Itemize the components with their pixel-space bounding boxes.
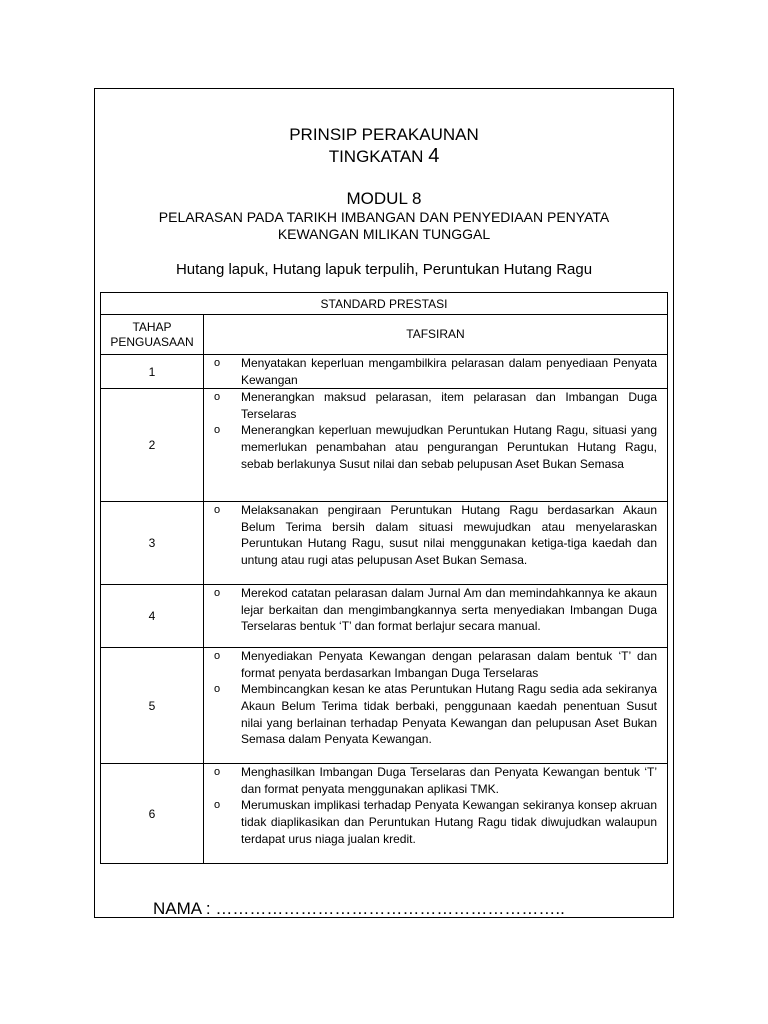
description-cell xyxy=(204,389,668,502)
description-list xyxy=(212,389,657,472)
item-text: Melaksanakan pengiraan Peruntukan Hutang Ragu berdasarkan Akaun Belum Terima bersih dalam situasi mewujudkan atau menyelaraskan Peruntukan Hutang Ragu, susut nilai menggunakan ketiga-tiga kaedah dan untung atau rugi atas pelupusan Aset Bukan Semasa. xyxy=(241,503,657,567)
item-text: Menghasilkan Imbangan Duga Terselaras dan Penyata Kewangan bentuk ‘T’ dan format penyata menggunakan aplikasi TMK. xyxy=(241,765,657,796)
bullet-icon: o xyxy=(214,391,221,404)
bullet-icon: o xyxy=(214,357,221,369)
item-text: Merekod catatan pelarasan dalam Jurnal Am dan memindahkannya ke akaun lejar berkaitan dan mengimbangkannya serta menyediakan Imbangan Duga Terselaras bentuk ‘T’ dan format berlajur secara manual. xyxy=(241,586,657,634)
module-subtitle: PELARASAN PADA TARIKH IMBANGAN DAN PENYEDIAAN PENYATA KEWANGAN MILIKAN TUNGGAL xyxy=(158,209,610,242)
level-cell: 5 xyxy=(101,648,204,764)
item-text: Menerangkan maksud pelarasan, item pelarasan dan Imbangan Duga Terselaras xyxy=(241,390,657,421)
list-item xyxy=(212,764,657,797)
list-item xyxy=(212,389,657,422)
description-cell xyxy=(204,502,668,585)
document-frame xyxy=(94,88,674,918)
bullet-icon: o xyxy=(214,504,221,517)
level-number: 4 xyxy=(428,145,440,167)
item-text: Menyediakan Penyata Kewangan dengan pelarasan dalam bentuk ‘T’ dan format penyata berdasarkan Imbangan Duga Terselaras xyxy=(241,649,657,680)
bullet-icon: o xyxy=(214,683,221,696)
level-cell: 2 xyxy=(101,389,204,502)
item-text: Membincangkan kesan ke atas Peruntukan Hutang Ragu sedia ada sekiranya Akaun Belum Terima tidak berbaki, penggunaan kaedah penentuan Susut nilai yang berlainan terhadap Penyata Kewangan dan pelupusan Aset Bukan Semasa dalam Penyata Kewangan. xyxy=(241,682,657,747)
bullet-icon: o xyxy=(214,799,221,812)
item-text: Merumuskan implikasi terhadap Penyata Kewangan sekiranya konsep akruan tidak diaplikasikan dan Peruntukan Hutang Ragu tidak diwujudkan walaupun terdapat urus niaga jualan kredit. xyxy=(241,798,657,846)
level-cell: 3 xyxy=(101,502,204,585)
list-item xyxy=(212,502,657,568)
item-text: Menerangkan keperluan mewujudkan Peruntukan Hutang Ragu, situasi yang memerlukan penambahan atau pengurangan Peruntukan Hutang Ragu, sebab berlakunya Susut nilai dan sebab pelupusan Aset Bukan Semasa xyxy=(241,423,657,471)
description-list xyxy=(212,764,657,847)
table-row xyxy=(101,389,668,502)
level-cell: 6 xyxy=(101,764,204,864)
item-text: Menyatakan keperluan mengambilkira pelarasan dalam penyediaan Penyata Kewangan xyxy=(241,356,657,387)
standard-prestasi-table xyxy=(100,292,668,864)
level-cell: 1 xyxy=(101,355,204,389)
bullet-icon: o xyxy=(214,766,221,779)
table-row xyxy=(101,502,668,585)
column-header-level: TAHAP PENGUASAAN xyxy=(101,315,204,355)
list-item xyxy=(212,585,657,635)
description-cell xyxy=(204,355,668,389)
subject-title: PRINSIP PERAKAUNAN xyxy=(289,125,479,144)
table-row xyxy=(101,355,668,389)
level-title xyxy=(95,145,673,168)
bullet-icon: o xyxy=(214,424,221,437)
table-row xyxy=(101,585,668,648)
list-item xyxy=(212,648,657,681)
bullet-icon: o xyxy=(214,650,221,663)
description-cell xyxy=(204,648,668,764)
bullet-icon: o xyxy=(214,587,221,600)
table-row xyxy=(101,764,668,864)
table-row xyxy=(101,648,668,764)
name-field: NAMA : …………………………………………………….. xyxy=(153,899,565,918)
table-caption: STANDARD PRESTASI xyxy=(101,293,668,315)
list-item xyxy=(212,681,657,747)
level-prefix: TINGKATAN xyxy=(328,147,424,166)
description-list xyxy=(212,585,657,635)
level-cell: 4 xyxy=(101,585,204,648)
description-cell xyxy=(204,764,668,864)
module-title: MODUL 8 xyxy=(346,189,422,208)
list-item xyxy=(212,355,657,388)
description-list xyxy=(212,355,657,388)
topic-line: Hutang lapuk, Hutang lapuk terpulih, Peruntukan Hutang Ragu xyxy=(175,261,593,278)
list-item xyxy=(212,422,657,472)
description-cell xyxy=(204,585,668,648)
description-list xyxy=(212,648,657,748)
column-header-desc: TAFSIRAN xyxy=(204,315,668,355)
description-list xyxy=(212,502,657,568)
list-item xyxy=(212,797,657,847)
